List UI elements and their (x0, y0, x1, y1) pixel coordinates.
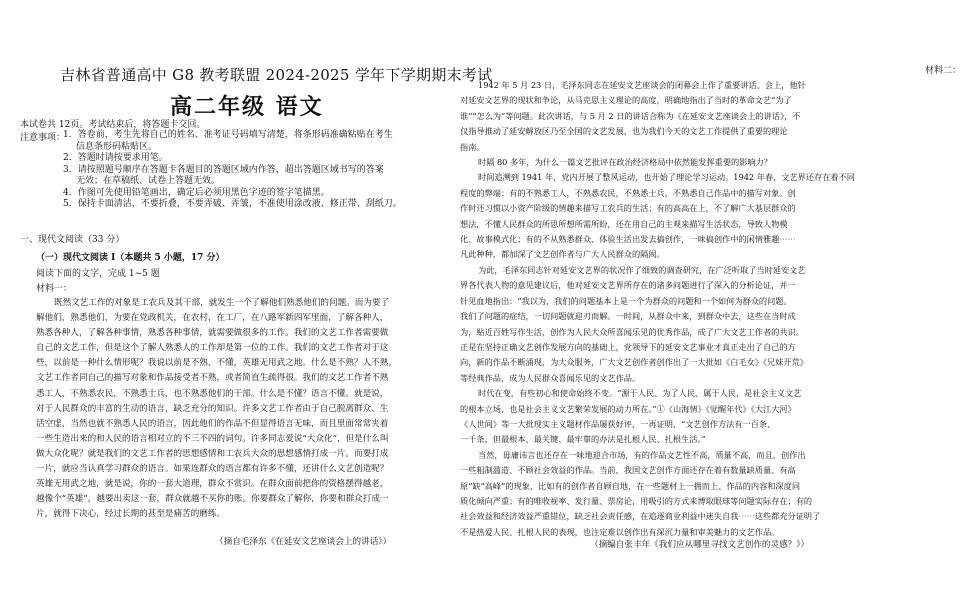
text-line: 一千条，但最根本、最关键、最牢靠的办法是扎根人民、扎根生活。” (460, 434, 706, 445)
notes-list (63, 130, 413, 211)
text-line: 文艺工作者同自己的描写对象和作品接受者不熟，或者简直生疏得很。我们的文艺工作者不熟 (36, 373, 389, 384)
subsection-heading: （一）现代文阅读 I（本题共 5 小题，17 分） (36, 253, 225, 263)
material1-citation: （摘自毛泽东《在延安文艺座谈会上的讲话》） (215, 537, 392, 547)
text-line: 的根本立场，也是社会主义文艺繁荣发展的动力所在。”①《山海情》《觉醒年代》《大江大河》 (460, 403, 796, 414)
text-line: 《人世间》等一大批现实主义题材作品屡获好评，一再证明，“文艺创作方法有一百条、 (460, 418, 776, 429)
note-item: 信息条形码粘贴区。 (76, 141, 158, 152)
text-line: 指南。 (460, 141, 485, 152)
text-line: 仅指导推动了延安解放区乃至全国的文艺发展，也为我们今天的文艺工作提供了重要的理论 (460, 126, 788, 137)
material2-citation: （摘编自张丰年《我们应从哪里寻找文艺创作的灵感？》） (590, 540, 810, 550)
text-line: 做大众化呢？就是我们的文艺工作者的思想感情和工农兵大众的思想感情打成一片。而要打成 (36, 448, 389, 459)
note-item: 5．保持卡面清洁，不要折叠，不要弄破、弄皱，不准使用涂改液、修正带、刮纸刀。 (63, 199, 402, 209)
text-line: 不是热爱人民、扎根人民的表现，也注定难以创作出有深沉力量和审美魅力的文艺作品。 (460, 526, 780, 537)
text-line: 想法，不懂人民群众的所思所想所需所盼，还在用自己的主观来描写生活状态，导致人物模 (460, 218, 788, 229)
text-line: 时间追溯到 1941 年，党内开展了整风运动，也开始了理论学习运动。1942 年春，文艺界还存在着不同 (478, 172, 855, 183)
text-line: 些，以前是一种什么情形呢？我说以前是不熟，不懂，英雄无用武之地。什么是不熟？人不熟。 (36, 358, 397, 369)
grade-subject-title: 高二年级 语文 (170, 94, 324, 120)
text-line: 为，贴近百姓写作生活，创作为人民大众所喜闻乐见的优秀作品，成了广大文艺工作者的共识。 (460, 326, 804, 337)
text-line: 一些粗制滥造、不顾社会效益的作品。当前，我国文艺创作方面还存在着有数量缺质量、有高 (460, 465, 796, 476)
material2-label: 材料二： (925, 66, 961, 76)
text-line: 对延安文艺界的现状和争论，从马克思主义理论的高度，明确地指出了当时的革命文艺“为了 (460, 95, 792, 106)
text-line: 自己的文艺工作，但是这个了解人熟悉人的工作却是第一位的工作。我们的文艺工作者对于这 (36, 343, 389, 354)
text-line: 熟悉各种人，了解各种事情，熟悉各种事情，就需要做很多的工作。我们的文艺工作者需要做 (36, 328, 389, 339)
material2-text (460, 78, 855, 540)
text-line: 质化倾向严重；有的唯收视率、发行量、票房论，用吸引的方式来博取眼球等问题实际存在；有的 (460, 495, 813, 506)
text-line: 凡此种种，都加深了文艺创作者与广大人民群众的隔阂。 (460, 249, 665, 260)
note-item: 1．答卷前，考生先将自己的姓名、准考证号码填写清楚，将条形码准确粘贴在考生 (63, 130, 393, 140)
note-item: 3．请按照题号顺序在答题卡各题目的答题区域内作答，超出答题区域书写的答案 (63, 164, 384, 175)
text-line: 一片，就应当认真学习群众的语言。如果连群众的语言都有许多不懂，还讲什么文艺创造呢？ (36, 464, 389, 475)
notice-intro: 本试卷共 12页。考试结束后，将答题卡交回。 (20, 120, 206, 130)
material1-text (36, 296, 416, 522)
text-line: 等经典作品，成为人民群众喜闻乐见的文艺作品。 (460, 372, 641, 383)
exam-title: 吉林省普通高中 G8 教考联盟 2024-2025 学年下学期期末考试 (60, 66, 493, 84)
text-line: 程度的弊端：有的不熟悉工人，不熟悉农民，不熟悉士兵，不熟悉自己作品中的描写对象。创 (460, 187, 796, 198)
section-heading: 一、现代文阅读（33 分） (20, 235, 125, 245)
text-line: 原”缺“高峰”的现象，比如有的创作者自顾自地，在一些题材上一拥而上、作品的内容和深度同 (460, 480, 801, 491)
text-line: 一些生造出来的和人民的语言相对立的不三不四的词句。许多同志爱说“大众化”，但是什么叫 (36, 433, 389, 444)
text-line: 既然文艺工作的对象是工农兵及其干部，就发生一个了解他们熟悉他们的问题。而为要了 (54, 298, 390, 308)
text-line: 1942 年 5 月 23 日，毛泽东同志在延安文艺座谈会的闭幕会上作了重要讲话。会上，他针 (478, 80, 806, 90)
text-line: 悉工人，不熟悉农民，不熟悉士兵，也不熟悉他们的干部。什么是不懂？语言不懂。就是说， (36, 388, 389, 399)
text-line: 谁”“怎么为”等问题。此次讲话，与 5 月 2 日的讲话合称为《在延安文艺座谈会上的讲话》，不 (460, 110, 801, 121)
text-line: 时隔 80 多年，为什么一篇文艺批评在政治经济格局中依然能发挥重要的影响力？ (478, 157, 772, 168)
note-item: 无效；在草稿纸、试卷上答题无效。 (76, 176, 221, 186)
text-line: 当然，毋庸讳言也还存在一味地迎合市场，有的作品文艺性不高，质量不高，而且，创作出 (478, 449, 806, 460)
note-item: 2．答题时请按要求用笔。 (63, 153, 168, 163)
text-line: 时代在变，有些初心和使命始终不变。“源于人民、为了人民、属于人民，是社会主义文艺 (478, 388, 802, 399)
text-line: 界各代表人物的意见建议后，他对延安文艺界所存在的诸多问题进行了深入的分析论证，并一 (460, 280, 796, 291)
text-line: 作时还习惯以小资产阶级的情趣来描写工农兵的生活；有的高高在上，不了解广大基层群众的 (460, 203, 796, 214)
text-line: 化、故事模式化；有的不从熟悉群众、体验生活出发去搞创作，一味搞创作中的闲情雅趣⋯⋯ (460, 234, 796, 245)
text-line: 英雄无用武之地，就是说，你的一套大道理，群众不赏识。在群众面前把你的资格摆得越老， (36, 479, 389, 490)
text-line: 我们了问题的症结，一切问题就迎刃而解。一时间，从群众中来，到群众中去，这些在当时成 (460, 311, 796, 322)
text-line: 为此，毛泽东同志针对延安文艺界的状况作了细致的调查研究，在广泛听取了当时延安文艺 (478, 264, 806, 275)
text-line: 对于人民群众的丰富的生动的语言，缺乏充分的知识。许多文艺工作者由于自己脱离群众、生 (36, 403, 389, 414)
text-line: 正是在坚持正确文艺创作发展方向的基础上，党领导下的延安文艺事业才真正走出了自己的方 (460, 341, 796, 352)
text-line: 越像个“英雄”，越要出卖这一套，群众就越不买你的账。你要群众了解你，你要和群众打成一 (36, 494, 389, 505)
reading-instruction: 阅读下面的文字，完成 1~5 题 (36, 269, 160, 279)
text-line: 片，就得下决心，经过长期的甚至是痛苦的磨练。 (36, 509, 226, 520)
text-line: 社会效益和经济效益严重错位，缺乏社会责任感，在追逐商业利益中迷失自我⋯⋯这些都充分证明了 (460, 511, 821, 522)
text-line: 解他们，熟悉他们，为要在党政机关，在农村，在工厂，在八路军新四军里面，了解各种人， (36, 313, 389, 324)
text-line: 针见血地指出：“我以为，我们的问题基本上是一个为群众的问题和一个如何为群众的问题。 (460, 295, 792, 306)
note-item: 4．作图可先使用铅笔画出，确定后必须用黑色字迹的签字笔描黑。 (63, 187, 330, 198)
material1-label: 材料一： (36, 284, 73, 294)
text-line: 活空虚，当然也就不熟悉人民的语言，因此他们的作品不但显得语言无味，而且里面常常夹着 (36, 418, 389, 429)
text-line: 向，新的作品不断涌现，为大众服务，广大文艺创作者创作出了一大批如《白毛女》《兄妹开荒》 (460, 357, 808, 368)
notes-label: 注意事项： (20, 133, 66, 143)
